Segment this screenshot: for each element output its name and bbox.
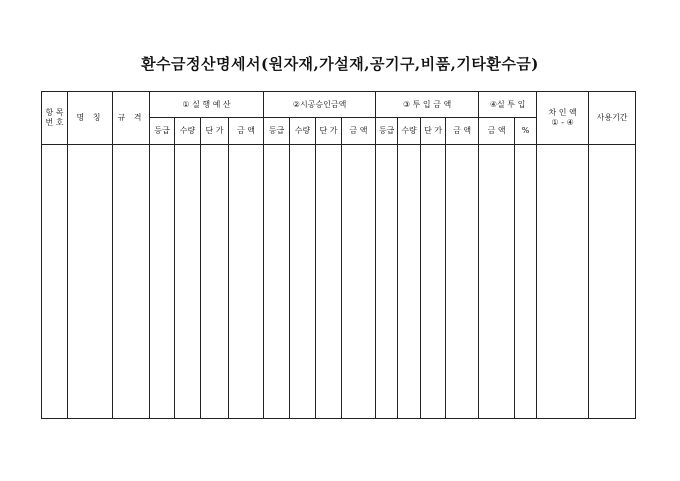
header-execution-budget: ① 실 행 예 산 (150, 92, 264, 118)
subheader-input-amount: 금 액 (446, 118, 479, 145)
subheader-budget-amount: 금 액 (229, 118, 264, 145)
subheader-actual-percent: % (515, 118, 537, 145)
document-title: 환수금정산명세서(원자재,가설재,공기구,비품,기타환수금) (141, 55, 539, 73)
header-item-number-top: 항 목 (45, 108, 64, 117)
settlement-table (41, 91, 636, 419)
body-cell-budget-amount (229, 145, 264, 419)
body-cell-approved-grade (264, 145, 290, 419)
body-cell-difference (537, 145, 589, 419)
subheader-input-grade: 등급 (376, 118, 398, 145)
header-difference-top: 차 인 액 (548, 108, 577, 117)
subheader-input-quantity: 수량 (398, 118, 421, 145)
body-cell-name (68, 145, 113, 419)
body-cell-spec (113, 145, 150, 419)
header-item-number-bottom: 번 호 (45, 118, 64, 127)
body-cell-actual-percent (515, 145, 537, 419)
body-cell-budget-quantity (175, 145, 201, 419)
body-cell-approved-unit-price (316, 145, 342, 419)
body-cell-input-grade (376, 145, 398, 419)
header-actual-input: ④실 투 입 (479, 92, 537, 118)
subheader-approved-grade: 등급 (264, 118, 290, 145)
table-body-row (42, 145, 636, 419)
body-cell-approved-quantity (290, 145, 316, 419)
body-cell-usage-period (589, 145, 636, 419)
body-cell-budget-unit-price (201, 145, 229, 419)
header-difference (537, 92, 589, 145)
header-approved-amount: ②시공승인금액 (264, 92, 376, 118)
header-usage-period: 사용기간 (589, 92, 636, 145)
header-name: 명 칭 (68, 92, 113, 145)
subheader-approved-quantity: 수량 (290, 118, 316, 145)
header-difference-bottom: ① - ④ (551, 118, 574, 127)
subheader-approved-unit-price: 단 가 (316, 118, 342, 145)
body-cell-approved-amount (342, 145, 376, 419)
subheader-budget-unit-price: 단 가 (201, 118, 229, 145)
subheader-budget-quantity: 수량 (175, 118, 201, 145)
header-spec: 규 격 (113, 92, 150, 145)
body-cell-input-amount (446, 145, 479, 419)
body-cell-item-number (42, 145, 68, 419)
header-input-amount: ③ 투 입 금 액 (376, 92, 479, 118)
body-cell-actual-amount (479, 145, 515, 419)
body-cell-budget-grade (150, 145, 175, 419)
subheader-input-unit-price: 단 가 (421, 118, 446, 145)
subheader-approved-amount: 금 액 (342, 118, 376, 145)
body-cell-input-unit-price (421, 145, 446, 419)
subheader-actual-amount: 금 액 (479, 118, 515, 145)
subheader-budget-grade: 등급 (150, 118, 175, 145)
body-cell-input-quantity (398, 145, 421, 419)
header-item-number (42, 92, 68, 145)
